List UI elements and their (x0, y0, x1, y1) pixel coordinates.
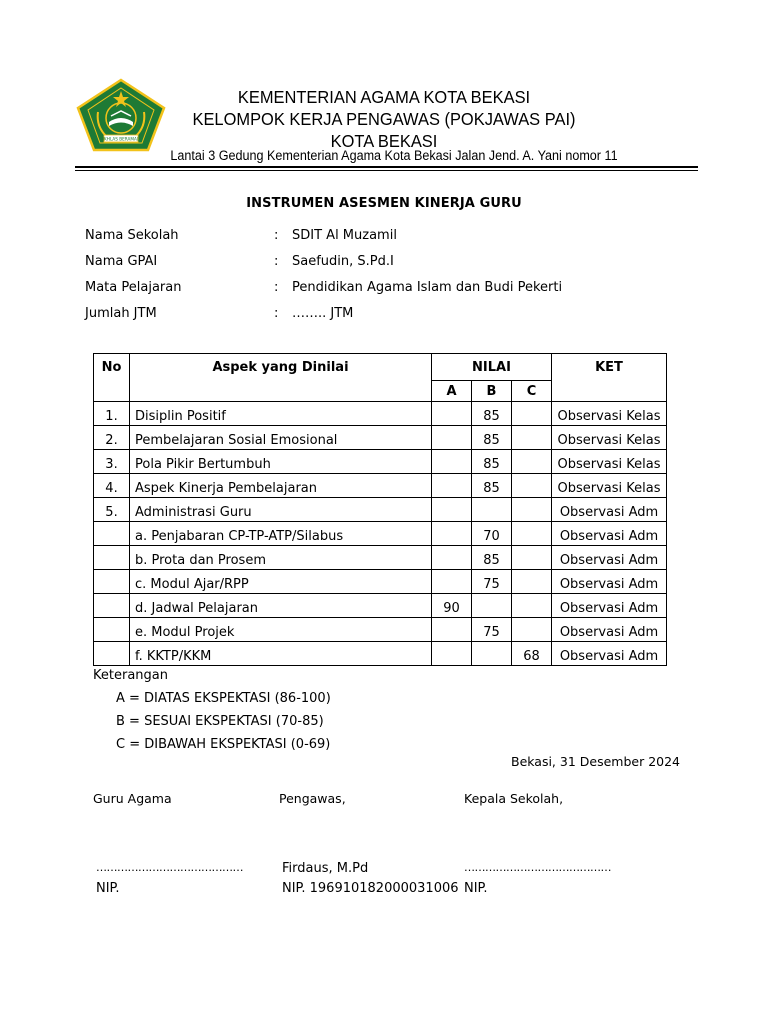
cell-ket: Observasi Adm (552, 594, 667, 618)
cell-nilai-a (432, 498, 472, 522)
assessment-table (93, 353, 667, 666)
signature-nip-pengawas: NIP. 196910182000031006 (282, 881, 459, 896)
cell-ket: Observasi Kelas (552, 474, 667, 498)
letterhead-text (160, 86, 608, 152)
header-ket: KET (552, 354, 667, 402)
cell-nilai-a (432, 546, 472, 570)
table-body (94, 402, 667, 666)
field-label: Nama Sekolah (85, 228, 179, 243)
field-value: SDIT Al Muzamil (292, 228, 397, 243)
cell-nilai-c (512, 570, 552, 594)
field-colon: : (274, 306, 279, 321)
cell-ket: Observasi Adm (552, 642, 667, 666)
cell-nilai-a (432, 570, 472, 594)
cell-aspek: f. KKTP/KKM (130, 642, 432, 666)
header-a: A (432, 381, 472, 402)
field-label: Nama GPAI (85, 254, 158, 269)
signature-name-guru: …………………………………… (96, 861, 243, 874)
cell-no: 5. (94, 498, 130, 522)
field-value: Saefudin, S.Pd.I (292, 254, 394, 269)
legend-title: Keterangan (93, 668, 168, 683)
cell-aspek: a. Penjabaran CP-TP-ATP/Silabus (130, 522, 432, 546)
table-row (94, 642, 667, 666)
signature-nip-kepsek: NIP. (464, 881, 488, 896)
table-header-row (94, 354, 667, 381)
cell-nilai-a (432, 426, 472, 450)
table-row (94, 570, 667, 594)
cell-nilai-a (432, 642, 472, 666)
field-value: Pendidikan Agama Islam dan Budi Pekerti (292, 280, 563, 295)
cell-nilai-b: 85 (472, 426, 512, 450)
letterhead-rule-thin (75, 170, 698, 171)
cell-nilai-c (512, 474, 552, 498)
table-row (94, 498, 667, 522)
cell-no: 3. (94, 450, 130, 474)
cell-aspek: Pola Pikir Bertumbuh (130, 450, 432, 474)
cell-aspek: Pembelajaran Sosial Emosional (130, 426, 432, 450)
cell-no (94, 546, 130, 570)
cell-nilai-c (512, 618, 552, 642)
signature-nip-guru: NIP. (96, 881, 120, 896)
cell-nilai-a (432, 618, 472, 642)
cell-nilai-c (512, 498, 552, 522)
field-label: Mata Pelajaran (85, 280, 182, 295)
signature-role-guru: Guru Agama (93, 791, 172, 806)
cell-ket: Observasi Kelas (552, 450, 667, 474)
cell-aspek: b. Prota dan Prosem (130, 546, 432, 570)
document-date: Bekasi, 31 Desember 2024 (511, 754, 681, 769)
table-row (94, 594, 667, 618)
table-row (94, 618, 667, 642)
cell-nilai-c: 68 (512, 642, 552, 666)
cell-no (94, 618, 130, 642)
field-label: Jumlah JTM (85, 306, 157, 321)
document-title: INSTRUMEN ASESMEN KINERJA GURU (246, 196, 522, 211)
signature-role-pengawas: Pengawas, (279, 791, 346, 806)
header-nilai: NILAI (432, 354, 552, 381)
cell-aspek: c. Modul Ajar/RPP (130, 570, 432, 594)
cell-no (94, 594, 130, 618)
table-row (94, 474, 667, 498)
kemenag-emblem-icon (76, 78, 166, 152)
cell-no (94, 522, 130, 546)
letterhead-line1: KEMENTERIAN AGAMA KOTA BEKASI (237, 87, 531, 107)
cell-nilai-b (472, 594, 512, 618)
signature-name-pengawas: Firdaus, M.Pd (282, 861, 369, 876)
cell-nilai-a (432, 522, 472, 546)
header-b: B (472, 381, 512, 402)
cell-nilai-b: 75 (472, 618, 512, 642)
cell-ket: Observasi Adm (552, 570, 667, 594)
header-no: No (94, 354, 130, 402)
header-c: C (512, 381, 552, 402)
cell-nilai-c (512, 450, 552, 474)
letterhead-rule-thick (75, 166, 698, 168)
cell-nilai-c (512, 402, 552, 426)
signature-role-kepsek: Kepala Sekolah, (464, 791, 564, 806)
cell-aspek: e. Modul Projek (130, 618, 432, 642)
cell-ket: Observasi Kelas (552, 402, 667, 426)
cell-nilai-a (432, 474, 472, 498)
field-value: …….. JTM (292, 306, 354, 321)
cell-nilai-c (512, 522, 552, 546)
cell-nilai-b: 85 (472, 474, 512, 498)
letterhead-line3: KOTA BEKASI (330, 131, 438, 151)
letterhead-address: Lantai 3 Gedung Kementerian Agama Kota Bekasi Jalan Jend. A. Yani nomor 11 (170, 148, 618, 163)
cell-aspek: Aspek Kinerja Pembelajaran (130, 474, 432, 498)
cell-ket: Observasi Kelas (552, 426, 667, 450)
field-colon: : (274, 280, 279, 295)
cell-no: 2. (94, 426, 130, 450)
table-row (94, 450, 667, 474)
table-row (94, 522, 667, 546)
cell-nilai-b: 85 (472, 546, 512, 570)
cell-nilai-b: 85 (472, 402, 512, 426)
cell-nilai-b: 75 (472, 570, 512, 594)
cell-nilai-a (432, 402, 472, 426)
cell-ket: Observasi Adm (552, 546, 667, 570)
cell-nilai-c (512, 546, 552, 570)
cell-nilai-b (472, 642, 512, 666)
header-aspek: Aspek yang Dinilai (130, 354, 432, 402)
cell-nilai-c (512, 594, 552, 618)
cell-nilai-b: 70 (472, 522, 512, 546)
letterhead-line2: KELOMPOK KERJA PENGAWAS (POKJAWAS PAI) (192, 109, 576, 129)
table-row (94, 402, 667, 426)
cell-no (94, 642, 130, 666)
signature-name-kepsek: …………………………………… (464, 861, 611, 874)
legend-item-a: A = DIATAS EKSPEKTASI (86-100) (116, 691, 331, 706)
logo-caption: IKHLAS BERAMAL (102, 136, 140, 142)
legend-item-b: B = SESUAI EKSPEKTASI (70-85) (116, 714, 324, 729)
cell-ket: Observasi Adm (552, 498, 667, 522)
cell-ket: Observasi Adm (552, 522, 667, 546)
cell-no: 1. (94, 402, 130, 426)
cell-no (94, 570, 130, 594)
cell-nilai-a (432, 450, 472, 474)
cell-aspek: Administrasi Guru (130, 498, 432, 522)
legend-item-c: C = DIBAWAH EKSPEKTASI (0-69) (116, 737, 331, 752)
table-row (94, 546, 667, 570)
cell-aspek: d. Jadwal Pelajaran (130, 594, 432, 618)
cell-ket: Observasi Adm (552, 618, 667, 642)
cell-nilai-c (512, 426, 552, 450)
field-colon: : (274, 228, 279, 243)
cell-nilai-b: 85 (472, 450, 512, 474)
cell-aspek: Disiplin Positif (130, 402, 432, 426)
cell-no: 4. (94, 474, 130, 498)
field-colon: : (274, 254, 279, 269)
cell-nilai-b (472, 498, 512, 522)
table-row (94, 426, 667, 450)
cell-nilai-a: 90 (432, 594, 472, 618)
